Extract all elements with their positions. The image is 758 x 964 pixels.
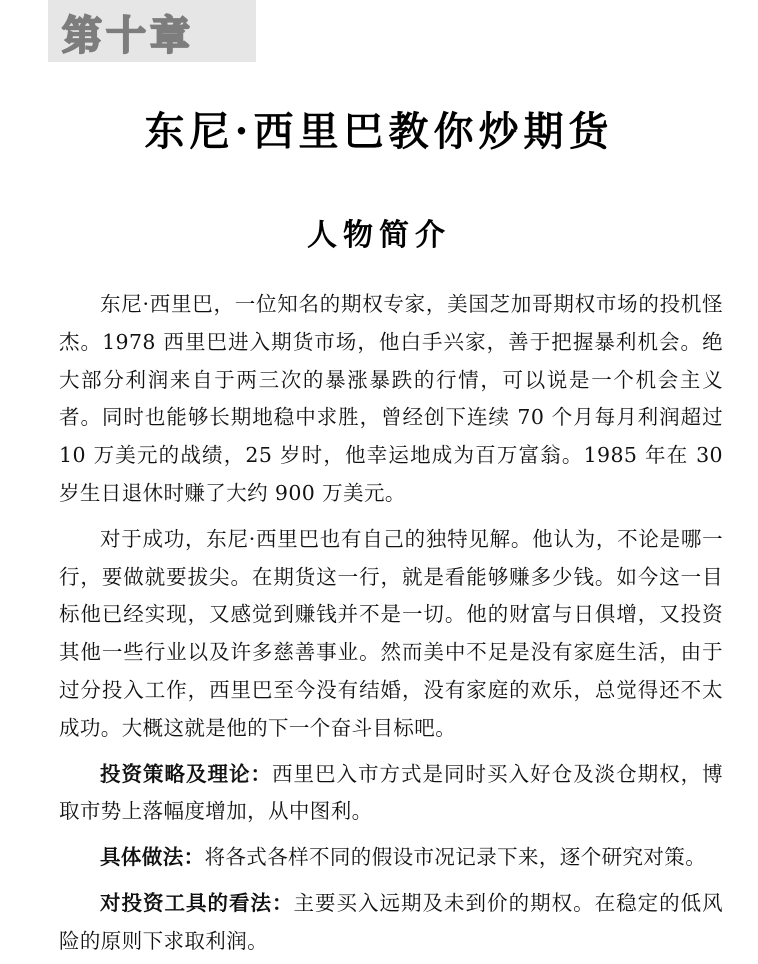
paragraph-text: 西里巴入市方式是同时买入好仓及淡仓期权，博取市势上落幅度增加，从中图利。 bbox=[59, 761, 723, 824]
paragraph-intro bbox=[59, 286, 723, 513]
paragraph-text: 对于成功，东尼·西里巴也有自己的独特见解。他认为，不论是哪一行，要做就要拔尖。在期货这一行，就是看能够赚多少钱。如今这一目标他已经实现，又感觉到赚钱并不是一切。他的财富与日俱增，又投资其他一些行业以及许多慈善事业。然而美中不足是没有家庭生活，由于过分投入工作，西里巴至今没有结婚，没有家庭的欢乐，总觉得还不太成功。大概这就是他的下一个奋斗目标吧。 bbox=[59, 526, 723, 740]
section-heading: 人物简介 bbox=[307, 218, 451, 253]
page-title: 东尼·西里巴教你炒期货 bbox=[144, 108, 614, 155]
paragraph-text: 将各式各样不同的假设市况记录下来，逐个研究对策。 bbox=[204, 845, 707, 870]
paragraph-view-on-success bbox=[59, 521, 723, 748]
paragraph-lead: 对投资工具的看法： bbox=[100, 890, 294, 915]
paragraph-text: 主要买入远期及未到价的期权。在稳定的低风险的原则下求取利润。 bbox=[59, 890, 723, 953]
paragraph-lead: 具体做法： bbox=[100, 845, 205, 870]
paragraph-lead: 投资策略及理论： bbox=[100, 761, 273, 786]
paragraph-text: 东尼·西里巴，一位知名的期权专家，美国芝加哥期权市场的投机怪杰。1978 西里巴进入期货市场，他白手兴家，善于把握暴利机会。绝大部分利润来自于两三次的暴涨暴跌的行情，可以说是一个机会主义者。同时也能够长期地稳中求胜，曾经创下连续 70 个月每月利润超过 10 万美元的战绩，25 岁时，他幸运地成为百万富翁。1985 年在 30 岁生日退休时赚了大约 900 万美元。 bbox=[59, 292, 723, 505]
paragraph-tools bbox=[59, 885, 723, 961]
paragraph-strategy bbox=[59, 756, 723, 832]
body-text bbox=[59, 286, 723, 961]
paragraph-method bbox=[59, 839, 723, 877]
chapter-label-box bbox=[48, 0, 256, 62]
chapter-label: 第十章 bbox=[62, 13, 194, 59]
